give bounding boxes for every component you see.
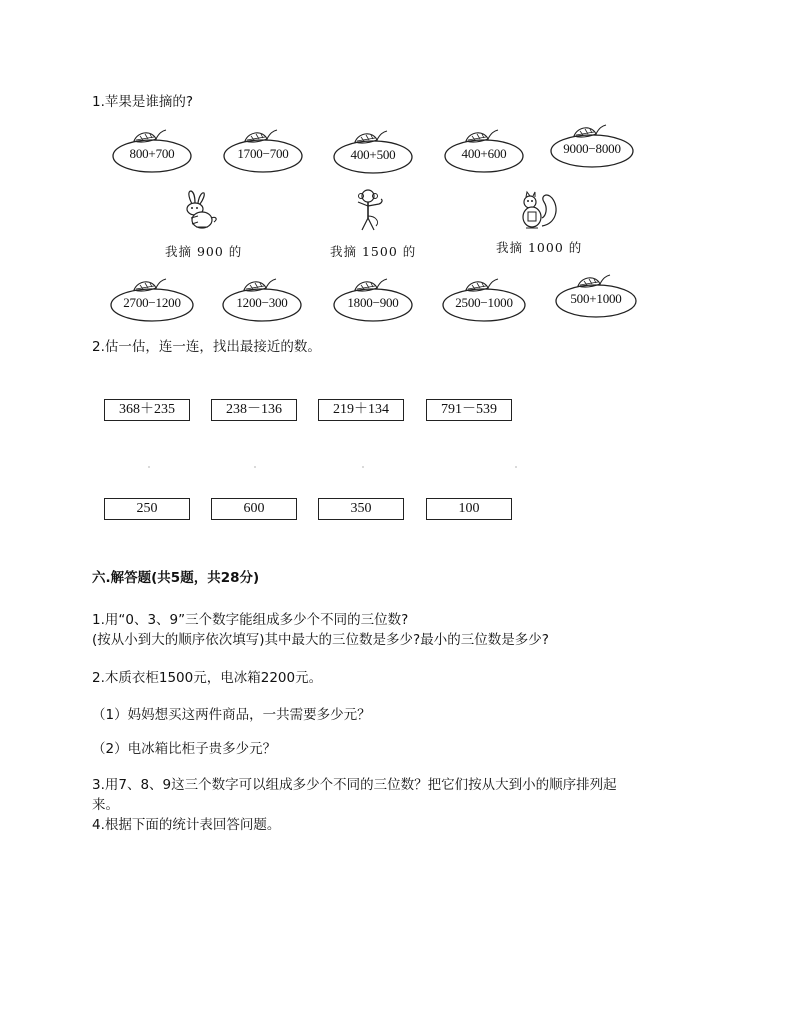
expression-box-2: 238－136 <box>211 399 297 421</box>
connect-dot <box>148 466 150 468</box>
apple-expression: 800+700 <box>129 146 175 161</box>
monkey-speech: 我摘 1500 的 <box>330 244 417 259</box>
rabbit-icon <box>178 190 222 230</box>
problem-3-line-2: 来。 <box>92 797 119 813</box>
apple-expression: 1700−700 <box>237 146 289 161</box>
apple-expression: 1800−900 <box>347 295 399 310</box>
monkey-icon <box>352 188 388 234</box>
apple-top-2 <box>219 127 307 175</box>
apple-bottom-5 <box>551 272 641 320</box>
apple-top-3 <box>329 128 417 176</box>
apple-bottom-4 <box>438 276 530 324</box>
apple-top-1 <box>108 127 196 175</box>
apple-bottom-3 <box>329 276 417 324</box>
q1-title: 1.苹果是谁摘的? <box>92 94 194 110</box>
apple-expression: 9000−8000 <box>563 141 621 156</box>
q2-title: 2.估一估，连一连，找出最接近的数。 <box>92 339 321 355</box>
problem-2-sub-2: （2）电冰箱比柜子贵多少元？ <box>92 741 277 757</box>
expression-box-1: 368＋235 <box>104 399 190 421</box>
answer-box-3: 350 <box>318 498 404 520</box>
apple-expression: 1200−300 <box>236 295 288 310</box>
connect-dot <box>254 466 256 468</box>
apple-expression: 2700−1200 <box>123 295 181 310</box>
apple-top-5 <box>546 122 638 170</box>
connect-dot <box>515 466 517 468</box>
squirrel-speech: 我摘 1000 的 <box>496 240 583 255</box>
answer-box-2: 600 <box>211 498 297 520</box>
apple-expression: 400+500 <box>350 147 396 162</box>
problem-1-line-1: 1.用“0、3、9”三个数字能组成多少个不同的三位数? <box>92 612 409 628</box>
expression-box-3: 219＋134 <box>318 399 404 421</box>
answer-box-4: 100 <box>426 498 512 520</box>
problem-1-line-2: (按从小到大的顺序依次填写)其中最大的三位数是多少?最小的三位数是多少? <box>92 632 549 648</box>
apple-bottom-1 <box>106 276 198 324</box>
apple-expression: 500+1000 <box>570 291 622 306</box>
squirrel-icon <box>516 188 560 230</box>
apple-bottom-2 <box>218 276 306 324</box>
problem-4: 4.根据下面的统计表回答问题。 <box>92 817 281 833</box>
problem-2-sub-1: （1）妈妈想买这两件商品，一共需要多少元？ <box>92 707 371 723</box>
expression-box-4: 791－539 <box>426 399 512 421</box>
problem-2: 2.木质衣柜1500元，电冰箱2200元。 <box>92 670 323 686</box>
answer-box-1: 250 <box>104 498 190 520</box>
connect-dot <box>362 466 364 468</box>
section-heading: 六.解答题(共5题，共28分) <box>92 570 260 586</box>
rabbit-speech: 我摘 900 的 <box>165 244 243 259</box>
problem-3-line-1: 3.用7、8、9这三个数字可以组成多少个不同的三位数？把它们按从大到小的顺序排列起 <box>92 777 617 793</box>
apple-expression: 2500−1000 <box>455 295 513 310</box>
apple-top-4 <box>440 127 528 175</box>
apple-expression: 400+600 <box>461 146 507 161</box>
